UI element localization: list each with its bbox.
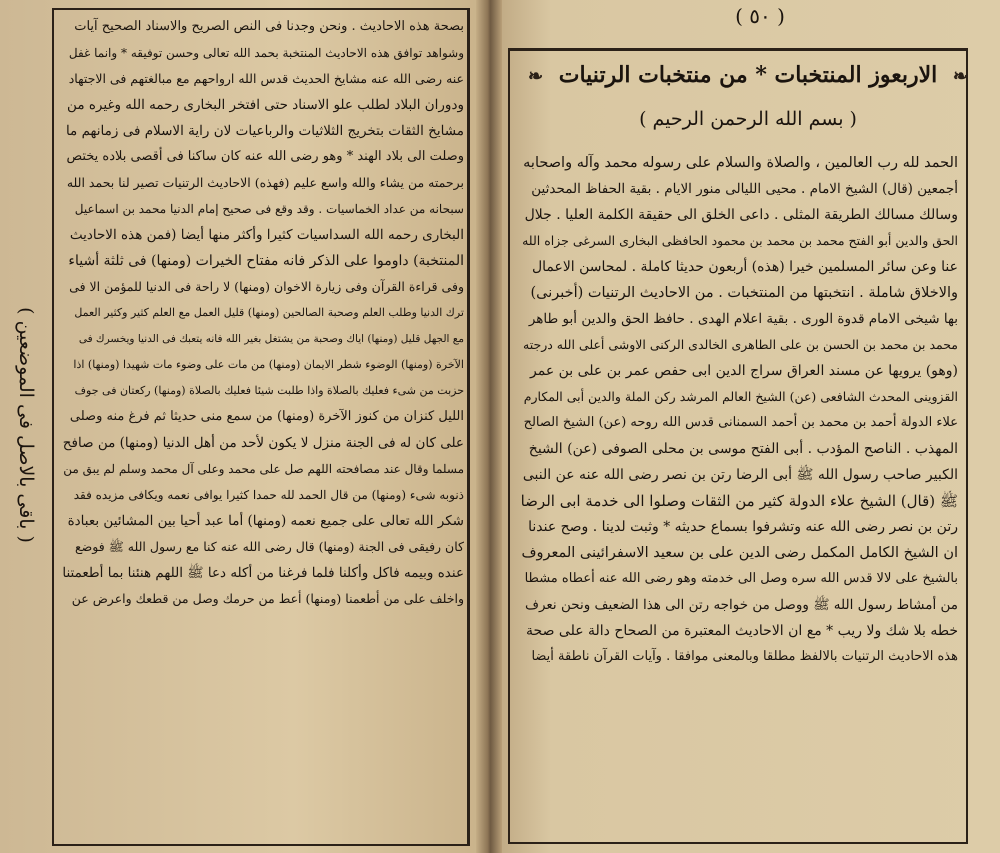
text-line: المهذب . الناصح المؤدب . أبى الفتح موسى بن محلى الصوفى (عن) الشيخ [528,441,958,457]
text-line: عنا وعن سائر المسلمين خيرا (هذه) أربعون حديثا كاملة . لمحاسن الاعمال [531,259,958,275]
text-line: برحمته من يشاء والله واسع عليم (فهذه) الاحاديث الرتنيات تصير لنا بحمد الله [66,175,464,190]
book-gutter [476,0,502,853]
text-line: الحق والدين أبو الفتح محمد بن محمد بن محمود الحافظى البخارى السرغى جزاه الله [522,233,958,248]
text-line: بصحة هذه الاحاديث . ونحن وجدنا فى النص الصريح والاسناد الصحيح آيات [74,19,464,34]
chapter-title-text: الاربعوز المنتخبات * من منتخبات الرتنيات [558,62,938,88]
text-line: حزبت من شىء فعليك بالصلاة واذا طلبت شيئا فعليك بالصلاة (ومنها) ركعتان فى جوف [74,384,464,397]
text-line: مع الجهل قليل (ومنها) اياك وصحبة من يشتغل بغير الله فانه يتعبك فى الدنيا ويخسرك فى [78,333,464,345]
margin-note [6,190,46,660]
text-line: الكبير صاحب رسول الله ﷺ أبى الرضا رتن بن نصر رضى الله عنه عن النبى [522,467,958,483]
text-line: البخارى رحمه الله السداسيات كثيرا وأكثر منها أيضا (فمن هذه الاحاديث [69,227,464,243]
ornament-icon: ❧ [952,66,969,87]
text-line: هذه الاحاديث الرتنيات بالالفظ مطلقا وبالمعنى موافقا . وآيات القرآن ناطقة أيضا [531,649,958,664]
page-number: ( ٥٠ ) [735,4,785,28]
margin-note-text: ( باقى بالاصل فى الموضعين ) [15,307,37,543]
text-line: أجمعين (قال) الشيخ الامام . محيى الليالى منور الايام . بقية الحفاظ المحدثين [531,181,958,197]
text-line: خطه بلا شك ولا ريب * مع ان الاحاديث المعتبرة من الصحاح دالة على صحة [526,623,958,639]
text-line: على كان له فى الجنة منزل لا يكون لأحد من أهل الدنيا (ومنها) من صافح [62,435,464,451]
text-line: من أمشاط رسول الله ﷺ ووصل من خواجه رتن الى هذا الضعيف ونحن نعرف [524,597,958,613]
text-line: عنه رضى الله عنه مشايخ الحديث قدس الله ارواحهم مع مبالغتهم فى الاجتهاد [68,71,464,86]
basmala: ( بسم الله الرحمن الرحيم ) [639,108,857,130]
text-line: وسالك مسالك الطريقة المثلى . داعى الخلق الى حقيقة الكلمة العليا . جلال [524,207,958,223]
text-line: (وهو) يرويها عن مسند العراق سراج الدين ابى حفص عمر بن على بن عمر [530,363,958,379]
text-line: القزوينى المحدث الشافعى (عن) الشيخ العالم المرشد ركن الملة والدين أبى المكارم [523,389,958,404]
text-line: مسلما وقال عند مصافحته اللهم صل على محمد وعلى آل محمد وسلم لم يبق من [63,462,464,476]
text-line: وفى قراءة القرآن وفى زيارة الاخوان (ومنها) لا راحة فى الدنيا للمؤمن الا فى [69,279,464,294]
ornament-icon: ❧ [527,66,544,87]
left-page-text [62,14,464,612]
text-line: وصلت الى بلاد الهند * وهو رضى الله عنه كان ساكنا فى أقصى بلاده يختص [66,149,464,164]
text-line: الليل كنزان من كنوز الآخرة (ومنها) من سمع منى حديثا ثم فرغ منه وصلى [69,409,464,424]
right-page-text [518,150,958,670]
text-line: المنتخبة) داوموا على الذكر فانه مفتاح الخيرات (ومنها) فى ثلثة أشياء [68,253,464,269]
text-line: بها شيخى الامام قدوة الورى . بقية اعلام الهدى . حافظ الحق والدين أبو طاهر [528,311,958,327]
text-line: بالشيخ على لالا قدس الله سره وصل الى خدمته وهو رضى الله عنه أعطاه مشطا [524,571,958,586]
text-line: شكر الله تعالى على جميع نعمه (ومنها) أما عبد أحيا بين المشائين بعبادة [67,513,464,529]
text-line: ﷺ (قال) الشيخ علاء الدولة كثير من الثقات وصلوا الى خدمة ابى الرضا [520,492,958,510]
text-line: ذنوبه شىء (ومنها) من قال الحمد لله حمدا كثيرا يوافى نعمه ويكافى مزيده فقد [73,488,464,502]
text-line: ترك الدنيا وطلب العلم وصحبة الصالحين (ومنها) قليل العمل مع العلم كثير وكثير العمل [74,306,464,319]
text-line: ان الشيخ الكامل المكمل رضى الدين على بن سعيد الاسفرائينى المعروف [521,545,958,561]
text-line: وشواهد توافق هذه الاحاديث المنتخبة بحمد الله تعالى وحسن توفيقه * وانما غفل [68,46,464,60]
text-line: واخلف على من أطعمنا (ومنها) أعط من حرمك وصل من قطعك واعرض عن [71,591,464,606]
text-line: الآخرة (ومنها) الوضوء شطر الايمان (ومنها) من مات على وضوء مات شهيدا (ومنها) اذا [73,358,464,371]
left-page [0,0,490,853]
text-line: والاخلاق شاملة . انتخبتها من المنتخبات . من الاحاديث الرتنيات (أخبرنى) [530,285,958,301]
text-line: علاء الدولة أحمد بن محمد بن أحمد السمنانى قدس الله روحه (عن) الشيخ الصالح [523,415,958,430]
text-line: رتن بن نصر رضى الله عنه وتشرفوا بسماع حديثه * وثبت لدينا . وصح عندنا [528,519,958,535]
text-line: سبحانه من عداد الخماسيات . وقد وقع فى صحيح إمام الدنيا محمد بن اسماعيل [74,202,464,216]
chapter-title [518,62,978,88]
text-line: الحمد لله رب العالمين ، والصلاة والسلام على رسوله محمد وآله واصحابه [523,155,958,171]
text-line: محمد بن محمد بن الحسن بن على الطاهرى الخالدى الركنى الاوشى أعلى الله درجته [523,337,958,352]
text-line: كان رفيقى فى الجنة (ومنها) قال رضى الله عنه كنا مع رسول الله ﷺ فوضع [75,539,464,554]
text-line: مشايخ الثقات بتخريج الثلاثيات والرباعيات لان راية الاسلام فى زمانهم ما [65,123,464,139]
text-line: عنده وبيمه فاكل وأكلنا فلما فرغنا من أكله دعا ﷺ اللهم هنئنا بما أطعمتنا [62,565,464,581]
text-line: ودوران البلاد لطلب علو الاسناد حتى افتخر البخارى رحمه الله وغيره من [67,97,464,113]
